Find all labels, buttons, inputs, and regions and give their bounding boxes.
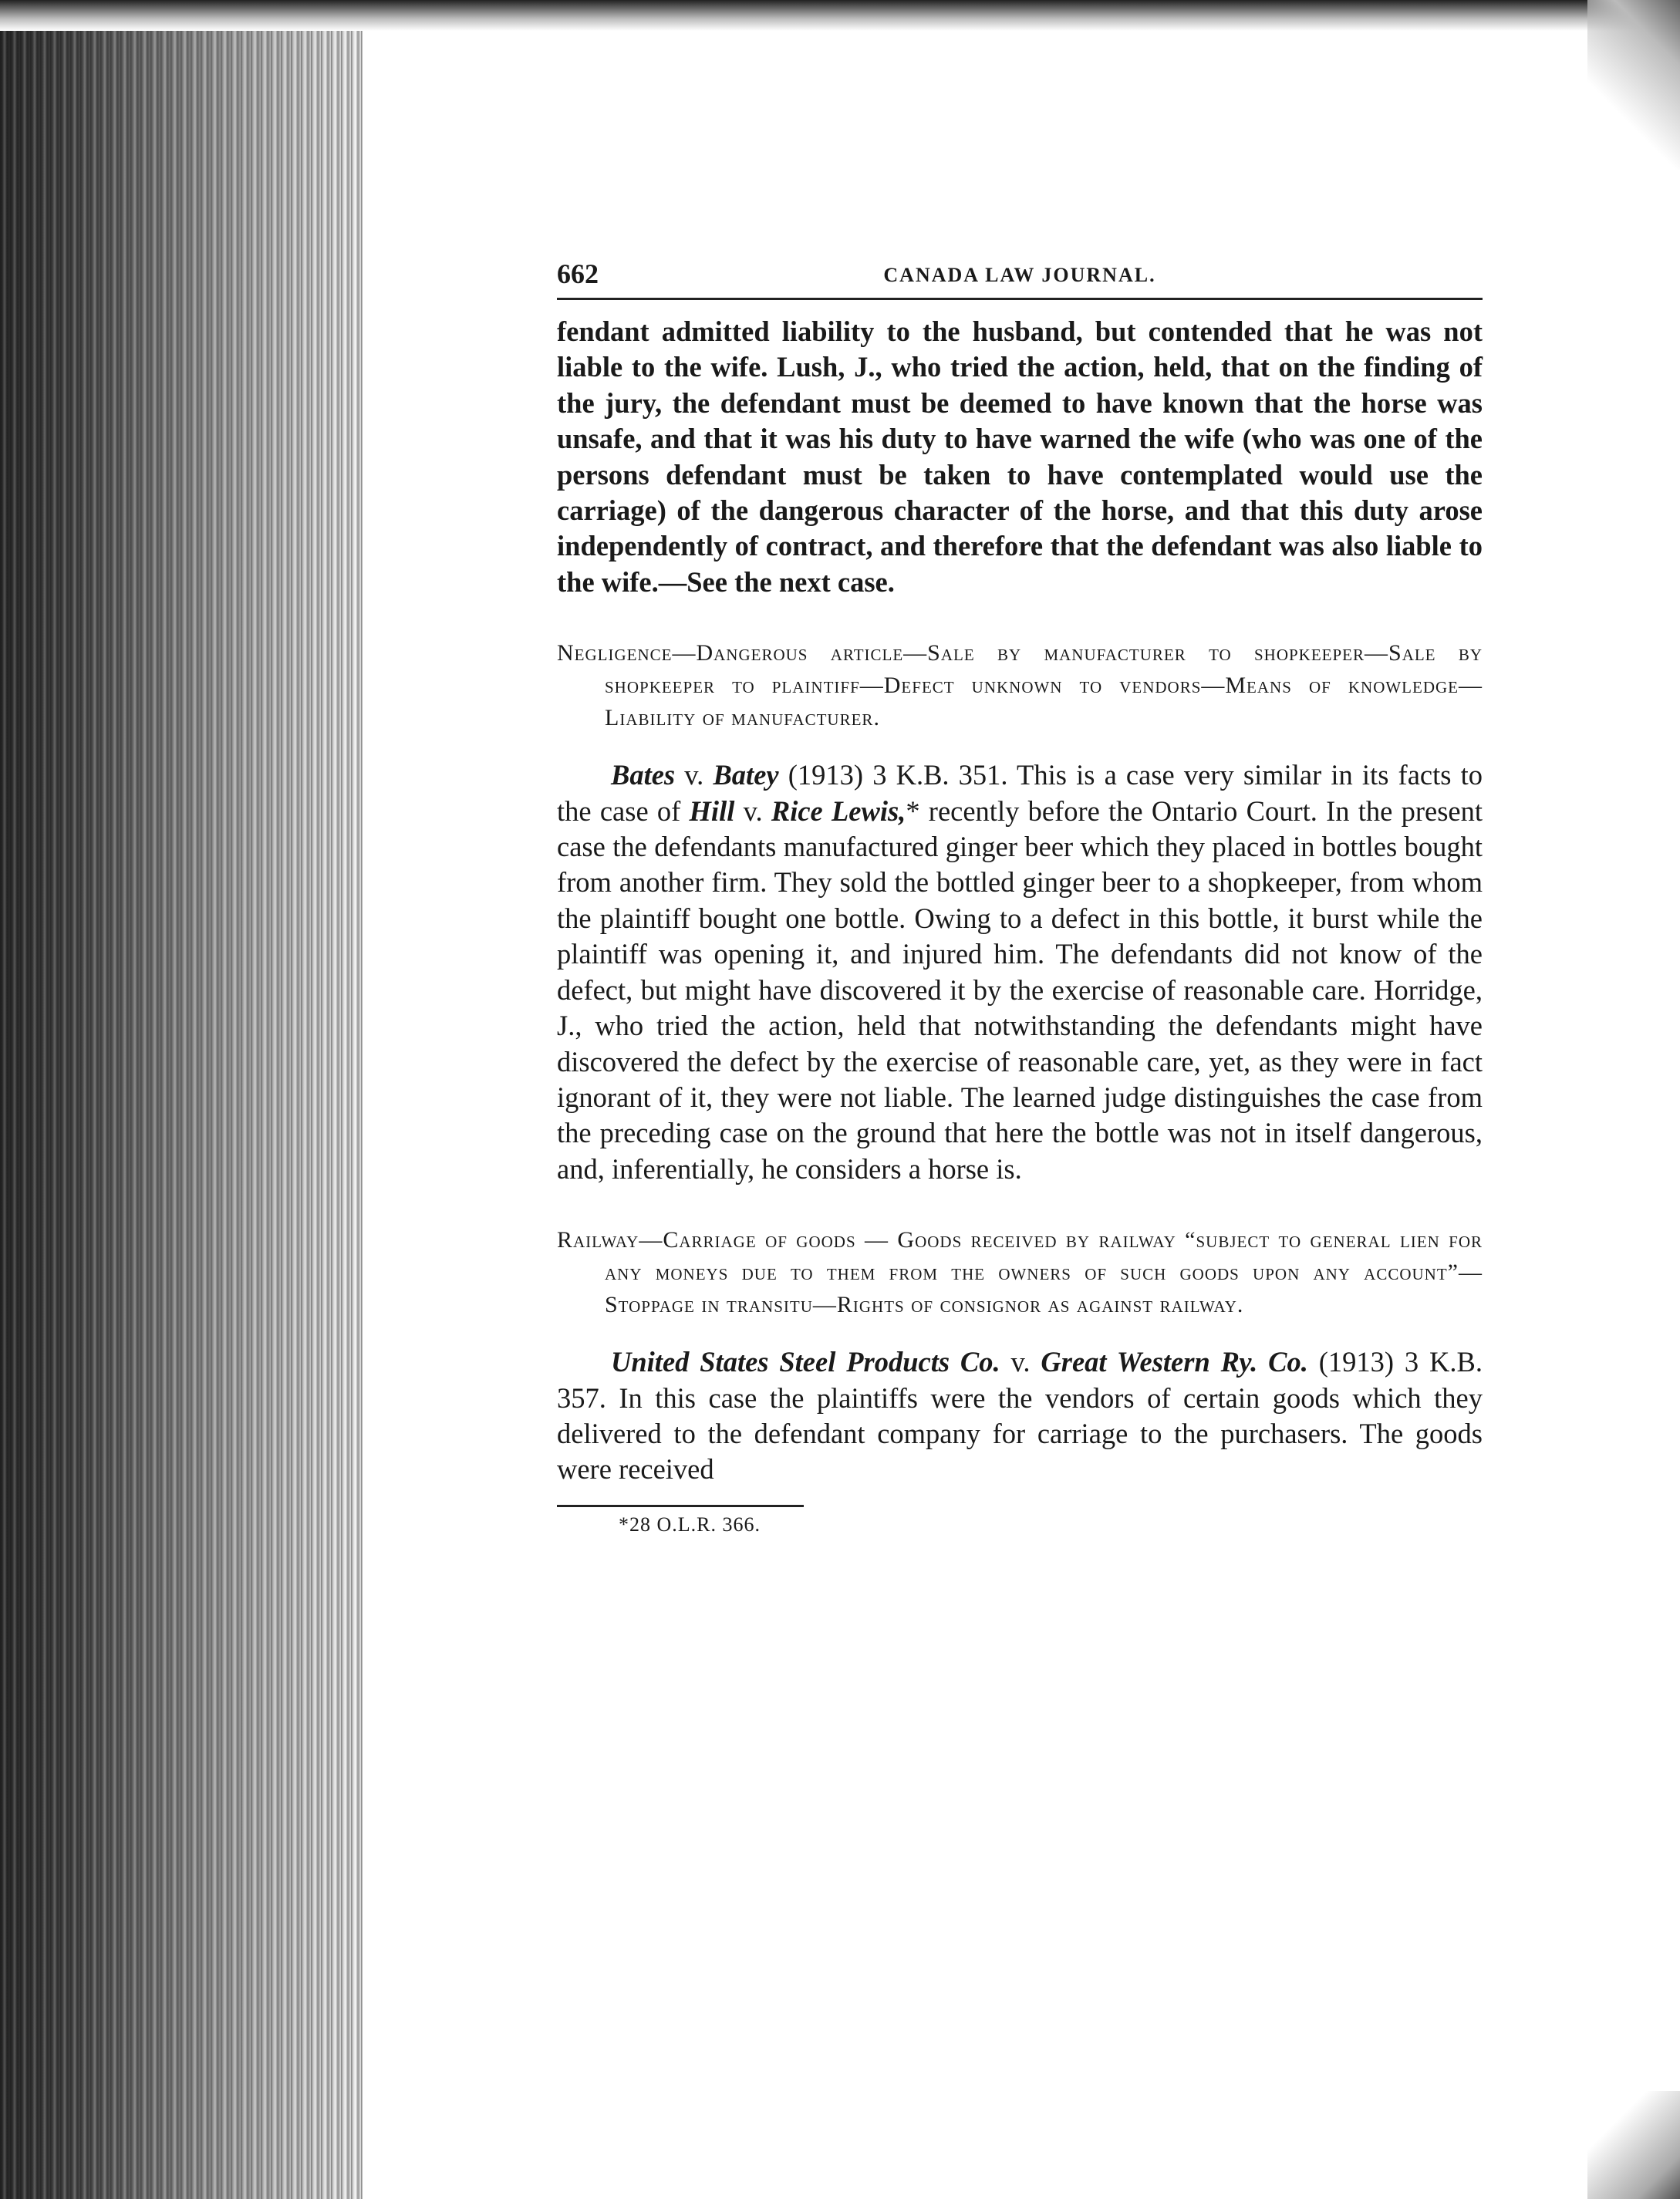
- case-name-party-a: Bates: [611, 759, 676, 791]
- cited-case-party-b: Rice Lewis,: [771, 794, 906, 827]
- continuation-paragraph: fendant admitted liability to the husband, but contended that he was not liable to the wife. Lush, J., who tried the action, held, that on the finding of the jury, the defendant must be deemed to have known that the horse was unsafe, and that it was his duty to have warned the wife (who was one of the persons defendant must be taken to have contemplated would use the carriage) of the dangerous character of the horse, and that this duty arose independently of contract, and therefore that the defendant was also liable to the wife.—See the next case.: [557, 315, 1483, 598]
- scan-corner-shadow-bottom: [1587, 2091, 1680, 2199]
- case-body-part-1: (1913) 3 K.B. 351. This is a case very similar in its facts to the case of: [557, 759, 1483, 827]
- footnote-rule: [557, 1505, 804, 1507]
- section-heading-negligence: Negligence—Dangerous article—Sale by manufacturer to shopkeeper—Sale by shopkeeper to plaintiff—Defect unknown to vendors—Means of knowledge—Liability of manufacturer.: [557, 640, 1483, 731]
- cited-case-party-a: Hill: [689, 794, 735, 827]
- journal-title: CANADA LAW JOURNAL.: [883, 264, 1156, 286]
- case-paragraph-us-steel: [557, 1344, 1483, 1488]
- case-paragraph-bates: [557, 757, 1483, 1187]
- page-number: 662: [557, 258, 599, 289]
- running-head: [557, 255, 1483, 300]
- case-name-party-a: United States Steel Products Co.: [611, 1346, 1000, 1378]
- scan-top-edge: [0, 0, 1680, 31]
- footnote: *28 O.L.R. 366.: [619, 1513, 761, 1536]
- page-content: [557, 255, 1483, 1536]
- section-heading-railway: Railway—Carriage of goods — Goods received by railway “subject to general lien for any moneys due to them from the owners of such goods upon any account”—Stoppage in transitu—Rights of consignor as against railway.: [557, 1227, 1483, 1318]
- case-body-part-2: * recently before the Ontario Court. In the present case the defendants manufactured ginger beer which they placed in bottles bought from another firm. They sold the bottled ginger beer to a shopkeeper, from whom the plaintiff bought one bottle. Owing to a defect in this bottle, it burst while the plaintiff was opening it, and injured him. The defendants did not know of the defect, but might have discovered it by the exercise of reasonable care. Horridge, J., who tried the action, held that notwithstanding the defendants might have discovered the defect by the exercise of reasonable care, yet, as they were in fact ignorant of it, they were not liable. The learned judge distinguishes the case from the preceding case on the ground that here the bottle was not in itself dangerous, and, inferentially, he considers a horse is.: [557, 794, 1483, 1185]
- case-versus: v.: [1000, 1346, 1041, 1378]
- case-name-party-b: Great Western Ry. Co.: [1041, 1346, 1308, 1378]
- case-versus: v.: [675, 759, 713, 791]
- cited-case-versus: v.: [734, 794, 771, 827]
- case-name-party-b: Batey: [713, 759, 779, 791]
- scan-corner-shadow: [1587, 0, 1680, 170]
- case-body: (1913) 3 K.B. 357. In this case the plaintiffs were the vendors of certain goods which they delivered to the defendant company for carriage to the purchasers. The goods were received: [557, 1346, 1483, 1486]
- scan-binding-shadow: [0, 0, 363, 2199]
